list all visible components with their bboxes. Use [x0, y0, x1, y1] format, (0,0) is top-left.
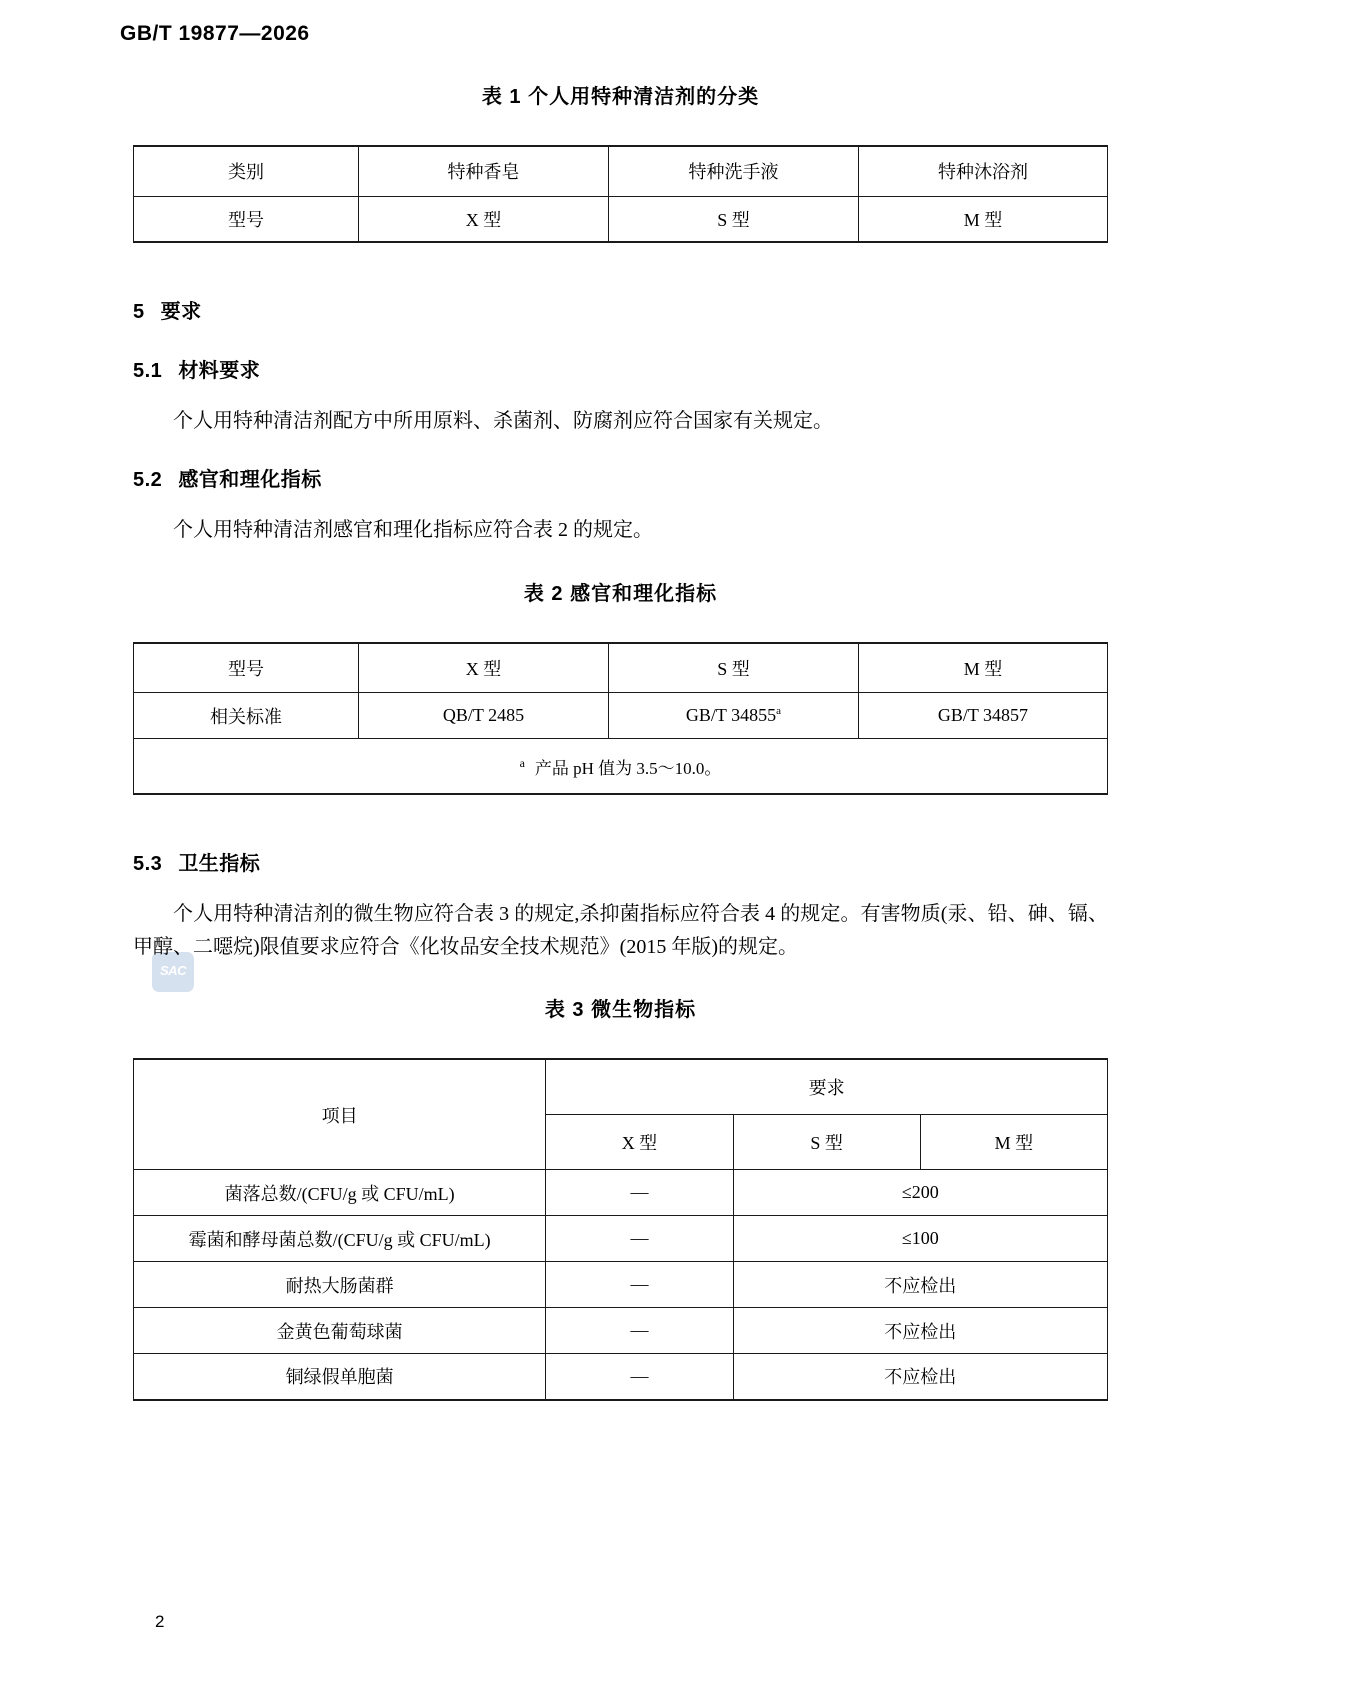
heading-section-5-3: [133, 847, 1108, 876]
table3-microbiological: [133, 1058, 1108, 1401]
table3-r1-x: —: [546, 1216, 733, 1262]
sac-watermark-label: SAC: [160, 963, 186, 978]
table-row: [134, 1262, 1108, 1308]
heading-section-5-2-title: 感官和理化指标: [178, 469, 322, 492]
table2-footnote-text: 产品 pH 值为 3.5～10.0。: [534, 758, 722, 778]
table2-r1c2: [608, 693, 858, 739]
table3-r1-item: 霉菌和酵母菌总数/(CFU/g 或 CFU/mL): [134, 1216, 546, 1262]
heading-section-5-2: [133, 463, 1108, 492]
table-row: [134, 1308, 1108, 1354]
table-row-footnote: [134, 739, 1108, 795]
table3-r2-sm: 不应检出: [733, 1262, 1107, 1308]
table-row: [134, 146, 1108, 196]
table3-r4-x: —: [546, 1354, 733, 1400]
paragraph-5-2-body: 个人用特种清洁剂感官和理化指标应符合表 2 的规定。: [173, 519, 653, 542]
table2-r0c1: X 型: [359, 643, 609, 693]
table3-r0-sm: ≤200: [733, 1170, 1107, 1216]
table3-subheader-s: S 型: [733, 1115, 920, 1170]
table1-r1c3: M 型: [858, 196, 1107, 242]
paragraph-5-1-body: 个人用特种清洁剂配方中所用原料、杀菌剂、防腐剂应符合国家有关规定。: [173, 410, 833, 432]
page-number: 2: [155, 1612, 165, 1631]
table-row: [134, 1216, 1108, 1262]
table2-caption: 表 2 感官和理化指标: [523, 582, 718, 605]
table3-r1-sm: ≤100: [733, 1216, 1107, 1262]
table-row: [134, 693, 1108, 739]
heading-section-5-1-number: 5.1: [133, 360, 163, 382]
table2-r1c2-value: GB/T 34855: [685, 705, 777, 726]
running-header-standard-code: GB/T 19877—2026: [120, 22, 310, 45]
table3-caption: 表 3 微生物指标: [544, 999, 697, 1022]
table2-footnote-marker-inline: a: [776, 705, 781, 718]
table2-r1c0: 相关标准: [134, 693, 359, 739]
table2-r1c3: GB/T 34857: [858, 693, 1107, 739]
table3-r4-sm: 不应检出: [733, 1354, 1107, 1400]
table1-r0c3: 特种沐浴剂: [858, 146, 1107, 196]
heading-section-5-number: 5: [133, 301, 145, 323]
table1-r1c0: 型号: [134, 196, 359, 242]
table3-header-item: 项目: [134, 1059, 546, 1170]
table1-caption: 表 1 个人用特种清洁剂的分类: [481, 86, 760, 108]
table2-r0c2: S 型: [608, 643, 858, 693]
table2-r1c1: QB/T 2485: [359, 693, 609, 739]
table3-r2-item: 耐热大肠菌群: [134, 1262, 546, 1308]
table1-r1c1: X 型: [359, 196, 609, 242]
table-row: [134, 1170, 1108, 1216]
table3-r2-x: —: [546, 1262, 733, 1308]
table3-subheader-m: M 型: [920, 1115, 1107, 1170]
table3-header-requirement: 要求: [546, 1059, 1108, 1115]
page-content: [133, 80, 1108, 1401]
table1-r0c1: 特种香皂: [359, 146, 609, 196]
heading-section-5-2-number: 5.2: [133, 469, 163, 492]
table3-subheader-x: X 型: [546, 1115, 733, 1170]
paragraph-5-3-body: 个人用特种清洁剂的微生物应符合表 3 的规定,杀抑菌指标应符合表 4 的规定。有害物质(汞、铅、砷、镉、甲醇、二噁烷)限值要求应符合《化妆品安全技术规范》(2015 年版)的规定。: [133, 903, 1108, 958]
table3-r4-item: 铜绿假单胞菌: [134, 1354, 546, 1400]
table2-r0c3: M 型: [858, 643, 1107, 693]
table-row: [134, 196, 1108, 242]
table1-r1c2: S 型: [608, 196, 858, 242]
table2-r0c0: 型号: [134, 643, 359, 693]
table-row: [134, 1354, 1108, 1400]
heading-section-5-3-number: 5.3: [133, 853, 163, 876]
table3-r0-item: 菌落总数/(CFU/g 或 CFU/mL): [134, 1170, 546, 1216]
table3-r3-sm: 不应检出: [733, 1308, 1107, 1354]
heading-section-5-3-title: 卫生指标: [178, 853, 261, 876]
table1-r0c0: 类别: [134, 146, 359, 196]
table1-r0c2: 特种洗手液: [608, 146, 858, 196]
heading-section-5: [133, 295, 1108, 324]
table3-r3-item: 金黄色葡萄球菌: [134, 1308, 546, 1354]
heading-section-5-1: [133, 354, 1108, 383]
table-row: [134, 1059, 1108, 1115]
heading-section-5-1-title: 材料要求: [178, 360, 261, 382]
table2-footnote-marker: a: [519, 756, 525, 771]
table2-footnote-cell: [134, 739, 1108, 795]
table-row: [134, 643, 1108, 693]
table3-r3-x: —: [546, 1308, 733, 1354]
table2-sensory-physchem: [133, 642, 1108, 796]
heading-section-5-title: 要求: [160, 301, 202, 323]
table3-r0-x: —: [546, 1170, 733, 1216]
table1-classification: [133, 145, 1108, 243]
